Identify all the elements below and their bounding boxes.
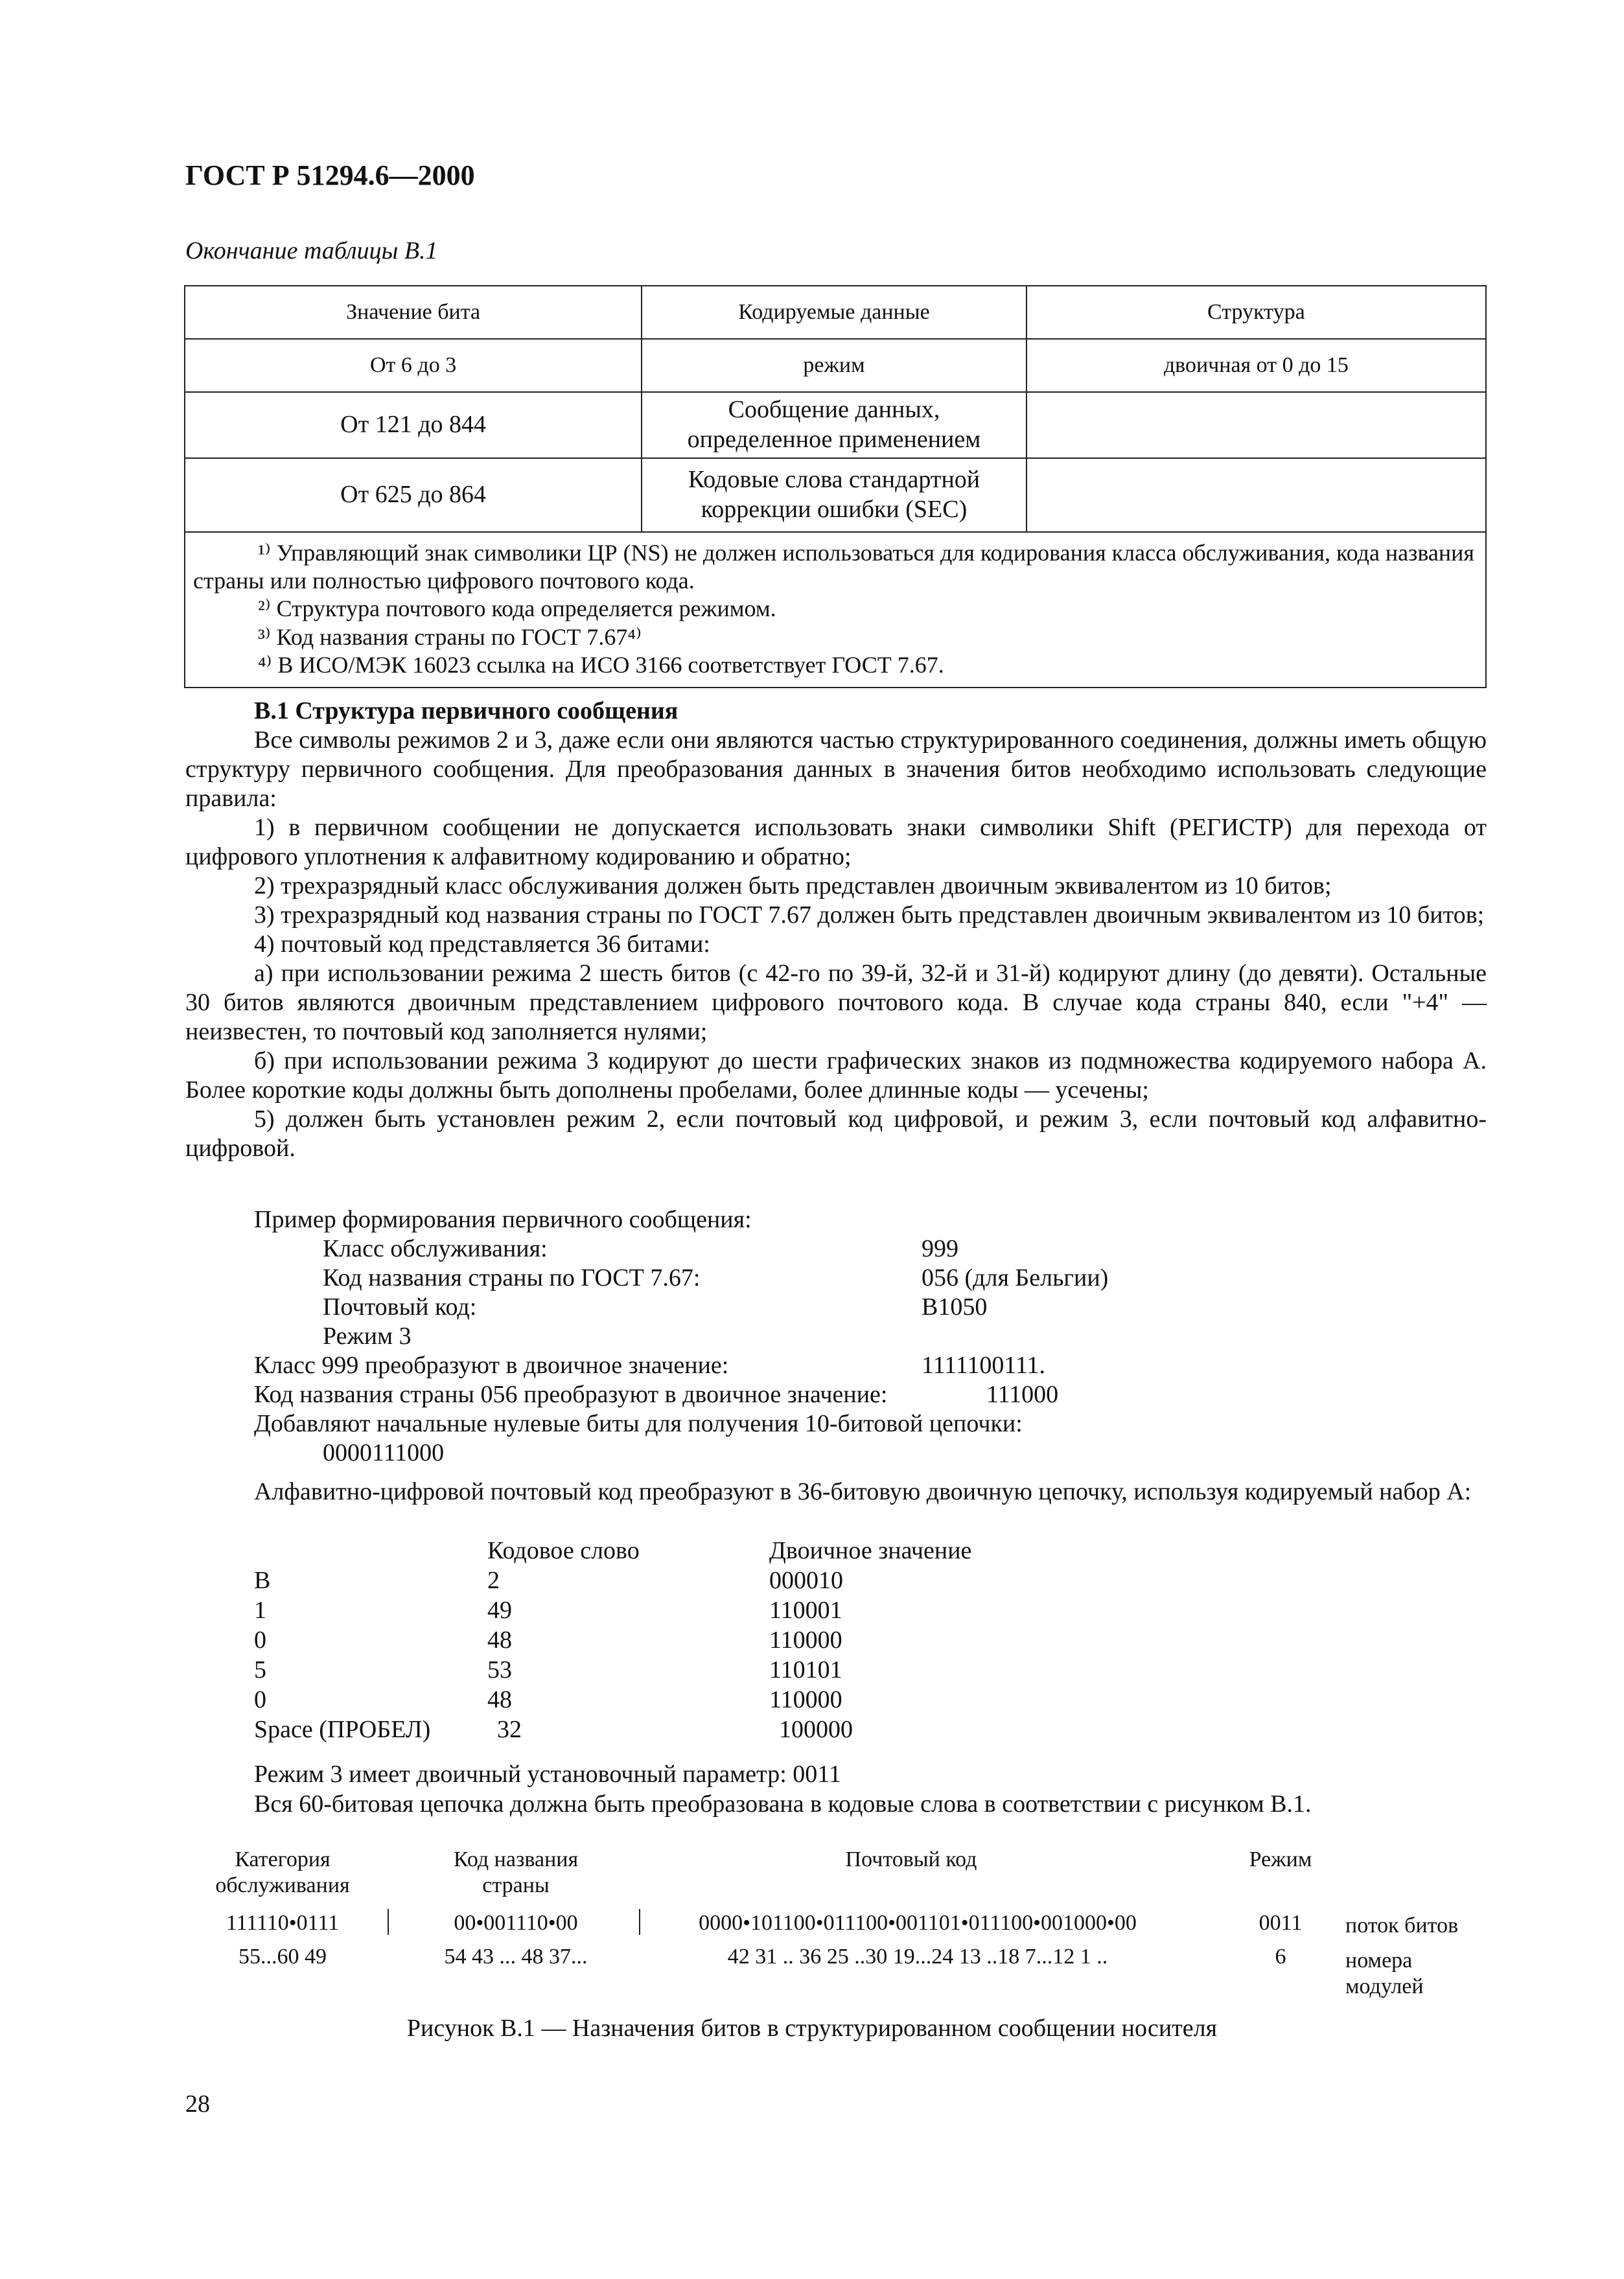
codeword-binary: 110001	[769, 1597, 842, 1624]
conversion-value: 111000	[986, 1381, 1059, 1408]
footnote: ¹⁾ Управляющий знак символики ЦР (NS) не должен использоваться для кодирования класса обслуживания, кода названия страны или полностью цифрового почтового кода.	[193, 540, 1474, 594]
table-cell: От 121 до 844	[185, 392, 642, 458]
codeword-value: 53	[487, 1656, 512, 1683]
table-notes-row	[185, 532, 1486, 688]
codeword-char: B	[254, 1567, 271, 1594]
table-cell: От 6 до 3	[185, 339, 642, 392]
paragraph: б) при использовании режима 3 кодируют до шести графических знаков из подмножества кодируемого набора А. Более короткие коды должны быть дополнены пробелами, более длинные коды — усечены;	[185, 1047, 1487, 1104]
example-label: Код названия страны по ГОСТ 7.67:	[323, 1264, 701, 1291]
codeword-binary: 110000	[769, 1626, 842, 1654]
codeword-header: Кодовое слово	[487, 1537, 640, 1564]
example-value: 999	[922, 1235, 958, 1262]
paragraph: Все символы режимов 2 и 3, даже если они являются частью структурированного соединения, должны иметь общую структуру первичного сообщения. Для преобразования данных в значения битов необходимо использовать следующие правила:	[185, 726, 1487, 812]
table-cell: режим	[642, 339, 1027, 392]
figure-col-title: Режим	[1249, 1847, 1312, 1871]
table-cell: Кодовые слова стандартной коррекции ошибки (SEC)	[642, 458, 1027, 532]
table-header-cell: Структура	[1027, 286, 1486, 339]
table-row	[185, 392, 1486, 458]
conversion-label: Код названия страны 056 преобразуют в двоичное значение:	[254, 1381, 888, 1408]
example-label: Почтовый код:	[323, 1293, 477, 1321]
figure-col-title: Почтовый код	[845, 1847, 977, 1871]
codeword-char: 5	[254, 1656, 266, 1683]
codeword-binary: 110101	[769, 1656, 842, 1683]
codeword-value: 32	[497, 1716, 522, 1743]
table-header-row	[185, 286, 1486, 339]
paragraph: 5) должен быть установлен режим 2, если почтовый код цифровой, и режим 3, если почтовый код алфавитно-цифровой.	[185, 1105, 1487, 1162]
conversion-label: Добавляют начальные нулевые биты для получения 10-битовой цепочки:	[254, 1410, 1023, 1437]
bit-assignment-figure	[185, 1847, 1488, 2015]
paragraph: 4) почтовый код представляется 36 битами:	[254, 931, 710, 958]
section-body	[185, 697, 1487, 1163]
mods-country: 54 43 ... 48 37...	[444, 1945, 588, 1969]
paragraph: а) при использовании режима 2 шесть битов (с 42-го по 39-й, 32-й и 31-й) кодируют длину (до девяти). Остальные 30 битов являются двоичным представлением цифрового почтового кода. В случае кода страны 840, если "+4" — неизвестен, то почтовый код заполняется нулями;	[185, 960, 1487, 1045]
table-cell: двоичная от 0 до 15	[1027, 339, 1486, 392]
codeword-value: 48	[487, 1626, 512, 1654]
codeword-value: 49	[487, 1597, 512, 1624]
example-value: 056 (для Бельгии)	[922, 1264, 1109, 1291]
codeword-binary: 110000	[769, 1686, 842, 1713]
figure-col-title: Код названия страны	[453, 1847, 579, 1897]
document-header: ГОСТ Р 51294.6—2000	[185, 159, 475, 191]
bits-label: поток битов	[1345, 1914, 1459, 1938]
figure-col-title: Категория обслуживания	[215, 1847, 350, 1897]
bits-country: 00•001110•00	[454, 1911, 578, 1935]
paragraph: 3) трехразрядный код названия страны по ГОСТ 7.67 должен быть представлен двоичным эквивалентом из 10 битов;	[254, 901, 1485, 929]
codeword-char: 0	[254, 1626, 266, 1654]
alpha-block	[185, 1477, 1487, 1507]
bits-postal: 0000•101100•011100•001101•011100•001000•00	[699, 1911, 1137, 1935]
table-header-cell: Значение бита	[185, 286, 642, 339]
paragraph: 1) в первичном сообщении не допускается использовать знаки символики Shift (РЕГИСТР) для перехода от цифрового уплотнения к алфавитному кодированию и обратно;	[185, 814, 1487, 870]
mods-mode: 6	[1275, 1945, 1286, 1969]
mode-line: Режим 3 имеет двоичный установочный параметр: 0011	[254, 1761, 841, 1788]
mode-block	[254, 1759, 1312, 1819]
example-label: Режим 3	[323, 1323, 412, 1350]
example-value: B1050	[922, 1293, 988, 1321]
codeword-binary: 100000	[779, 1716, 853, 1743]
mods-label: номера модулей	[1345, 1949, 1424, 1998]
page-number: 28	[185, 2090, 210, 2118]
codeword-char: Space (ПРОБЕЛ)	[254, 1716, 431, 1743]
bits-category: 111110•0111	[226, 1911, 340, 1935]
footnote: ²⁾ Структура почтового кода определяется режимом.	[258, 596, 776, 622]
table-cell: Сообщение данных, определенное применением	[642, 392, 1027, 458]
table-row	[185, 339, 1486, 392]
figure-separator	[388, 1909, 389, 1935]
footnote: ⁴⁾ В ИСО/МЭК 16023 ссылка на ИСО 3166 соответствует ГОСТ 7.67.	[258, 651, 944, 678]
example-label: Класс обслуживания:	[323, 1235, 548, 1262]
codeword-char: 0	[254, 1686, 266, 1713]
bit-table	[184, 285, 1487, 688]
table-cell	[1027, 392, 1486, 458]
bits-mode: 0011	[1259, 1911, 1303, 1935]
codeword-value: 48	[487, 1686, 512, 1713]
table-cell: От 625 до 864	[185, 458, 642, 532]
figure-separator	[639, 1909, 640, 1935]
footnote: ³⁾ Код названия страны по ГОСТ 7.67⁴⁾	[258, 623, 642, 650]
bitstring-line: Вся 60-битовая цепочка должна быть преобразована в кодовые слова в соответствии с рисунком В.1.	[254, 1790, 1312, 1818]
codeword-binary: 000010	[769, 1567, 843, 1594]
paragraph: Алфавитно-цифровой почтовый код преобразуют в 36-битовую двоичную цепочку, используя кодируемый набор А:	[254, 1478, 1472, 1505]
codeword-value: 2	[487, 1567, 500, 1594]
mods-category: 55...60 49	[238, 1945, 327, 1969]
table-row	[185, 458, 1486, 532]
codeword-char: 1	[254, 1597, 266, 1624]
table-cell	[1027, 458, 1486, 532]
section-title: В.1 Структура первичного сообщения	[254, 697, 679, 724]
table-caption: Окончание таблицы В.1	[185, 237, 438, 264]
codeword-header: Двоичное значение	[769, 1537, 972, 1564]
paragraph: 2) трехразрядный класс обслуживания должен быть представлен двоичным эквивалентом из 10 битов;	[254, 872, 1332, 899]
table-header-cell: Кодируемые данные	[642, 286, 1027, 339]
figure-caption: Рисунок В.1 — Назначения битов в структурированном сообщении носителя	[406, 2015, 1218, 2042]
conversion-value: 1111100111.	[922, 1352, 1046, 1379]
mods-postal: 42 31 .. 36 25 ..30 19...24 13 ..18 7...12 1 ..	[727, 1945, 1108, 1969]
conversion-value: 0000111000	[323, 1439, 445, 1466]
example-title: Пример формирования первичного сообщения:	[254, 1206, 752, 1233]
conversion-label: Класс 999 преобразуют в двоичное значение:	[254, 1352, 729, 1379]
table-notes	[185, 532, 1486, 688]
